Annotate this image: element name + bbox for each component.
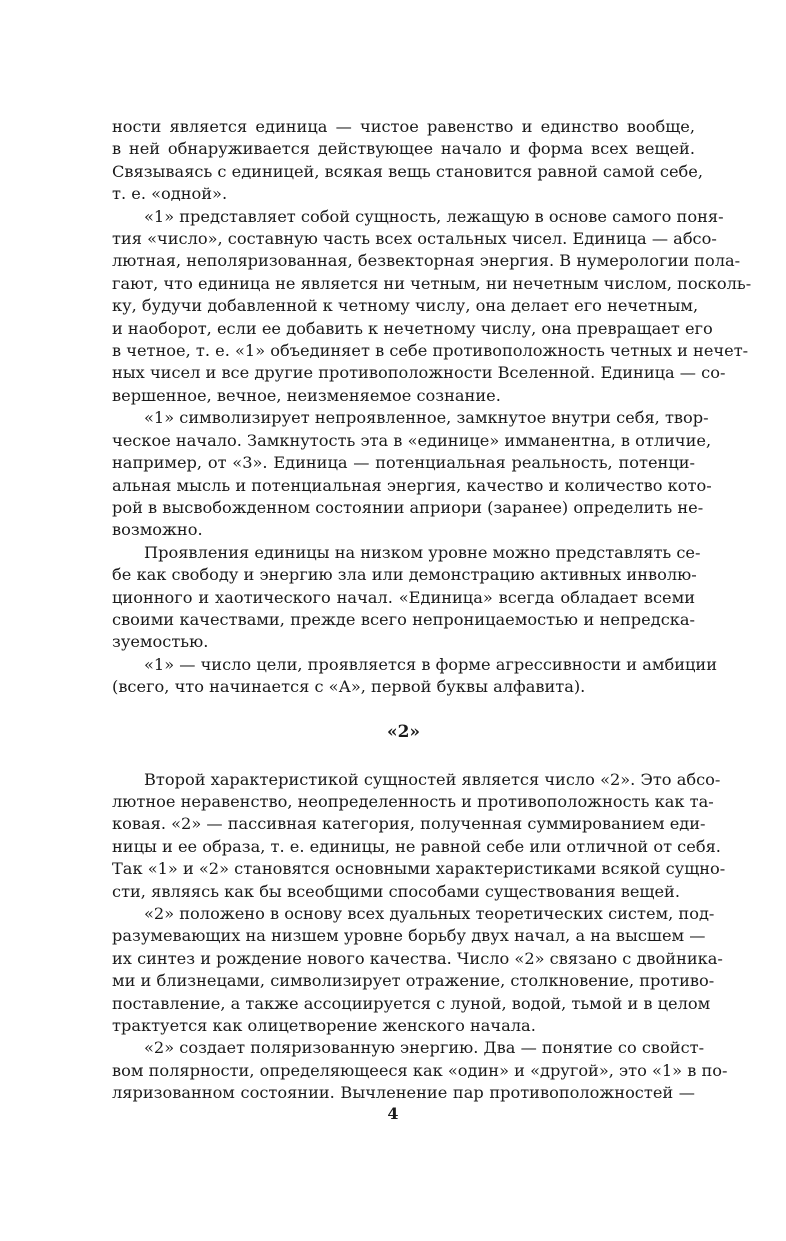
text-line: Так «1» и «2» становятся основными характеристиками всякой сущно- — [112, 859, 726, 879]
text-line: «1» символизирует непроявленное, замкнутое внутри себя, твор- — [144, 408, 709, 428]
text-line: ковая. «2» — пассивная категория, полученная суммированием еди- — [112, 814, 706, 834]
text-line: поставление, а также ассоциируется с луной, водой, тьмой и в целом — [112, 993, 711, 1013]
text-line: гают, что единица не является ни четным, ни нечетным числом, посколь- — [112, 273, 752, 293]
text-line: (всего, что начинается с «А», первой буквы алфавита). — [112, 677, 586, 697]
text-line: в четное, т. е. «1» объединяет в себе противоположность четных и нечет- — [112, 341, 749, 361]
text-line: тия «число», составную часть всех остальных чисел. Единица — абсо- — [112, 229, 717, 249]
text-line: вершенное, вечное, неизменяемое сознание. — [112, 385, 501, 405]
text-line: своими качествами, прежде всего непроницаемостью и непредска- — [112, 609, 695, 629]
page-body — [112, 116, 752, 1105]
text-line: ных чисел и все другие противоположности Вселенной. Единица — со- — [112, 363, 726, 383]
text-line: ционного и хаотического начал. «Единица» всегда обладает всеми — [112, 587, 695, 607]
text-line: ку, будучи добавленной к четному числу, она делает его нечетным, — [112, 296, 699, 316]
paragraph — [112, 407, 712, 541]
text-line: Второй характеристикой сущностей является число «2». Это абсо- — [144, 769, 721, 789]
page-number: 4 — [387, 1104, 399, 1123]
text-line: «2» положено в основу всех дуальных теоретических систем, под- — [144, 904, 715, 923]
paragraph — [112, 903, 723, 1037]
text-line: «2» создает поляризованную энергию. Два — понятие со свойст- — [144, 1038, 705, 1058]
text-line: в ней обнаруживается действующее начало и форма всех вещей. — [112, 139, 695, 159]
text-line: рой в высвобожденном состоянии априори (заранее) определить не- — [112, 497, 704, 517]
text-line: трактуется как олицетворение женского начала. — [112, 1016, 536, 1036]
paragraph — [112, 769, 726, 903]
text-line: бе как свободу и энергию зла или демонстрацию активных инволю- — [112, 565, 697, 585]
text-block-top — [112, 116, 752, 699]
text-line: т. е. «одной». — [112, 184, 228, 204]
text-line: ности является единица — чистое равенство и единство вообще, — [112, 117, 695, 136]
paragraph — [112, 654, 717, 699]
text-line: «1» представляет собой сущность, лежащую в основе самого поня- — [144, 206, 724, 226]
text-line: ницы и ее образа, т. е. единицы, не равной себе или отличной от себя. — [112, 836, 721, 856]
text-line: лютная, неполяризованная, безвекторная энергия. В нумерологии пола- — [112, 251, 741, 271]
text-line: лютное неравенство, неопределенность и противоположность как та- — [112, 791, 714, 811]
text-line: Связываясь с единицей, всякая вещь становится равной самой себе, — [112, 161, 704, 181]
paragraph — [112, 206, 752, 408]
text-block-bottom — [112, 769, 728, 1105]
text-line: зуемостью. — [112, 632, 209, 652]
text-line: альная мысль и потенциальная энергия, качество и количество кото- — [112, 475, 712, 495]
text-line: вом полярности, определяющееся как «один» и «другой», это «1» в по- — [112, 1060, 728, 1080]
section-heading: «2» — [386, 721, 421, 742]
text-line: разумевающих на низшем уровне борьбу двух начал, а на высшем — — [112, 926, 706, 946]
text-line: ми и близнецами, символизирует отражение, столкновение, противо- — [112, 971, 715, 991]
paragraph — [112, 542, 701, 654]
text-line: сти, являясь как бы всеобщими способами существования вещей. — [112, 881, 680, 901]
text-line: ческое начало. Замкнутость эта в «единице» имманентна, в отличие, — [112, 430, 712, 450]
paragraph — [112, 116, 704, 206]
text-line: например, от «3». Единица — потенциальная реальность, потенци- — [112, 453, 695, 473]
text-line: Проявления единицы на низком уровне можно представлять се- — [144, 542, 701, 562]
paragraph — [112, 1037, 728, 1104]
text-line: их синтез и рождение нового качества. Число «2» связано с двойника- — [112, 948, 723, 968]
text-line: возможно. — [112, 520, 203, 540]
text-line: ляризованном состоянии. Вычленение пар противоположностей — — [112, 1083, 695, 1103]
text-line: и наоборот, если ее добавить к нечетному числу, она превращает его — [112, 318, 713, 338]
text-line: «1» — число цели, проявляется в форме агрессивности и амбиции — [144, 654, 717, 674]
